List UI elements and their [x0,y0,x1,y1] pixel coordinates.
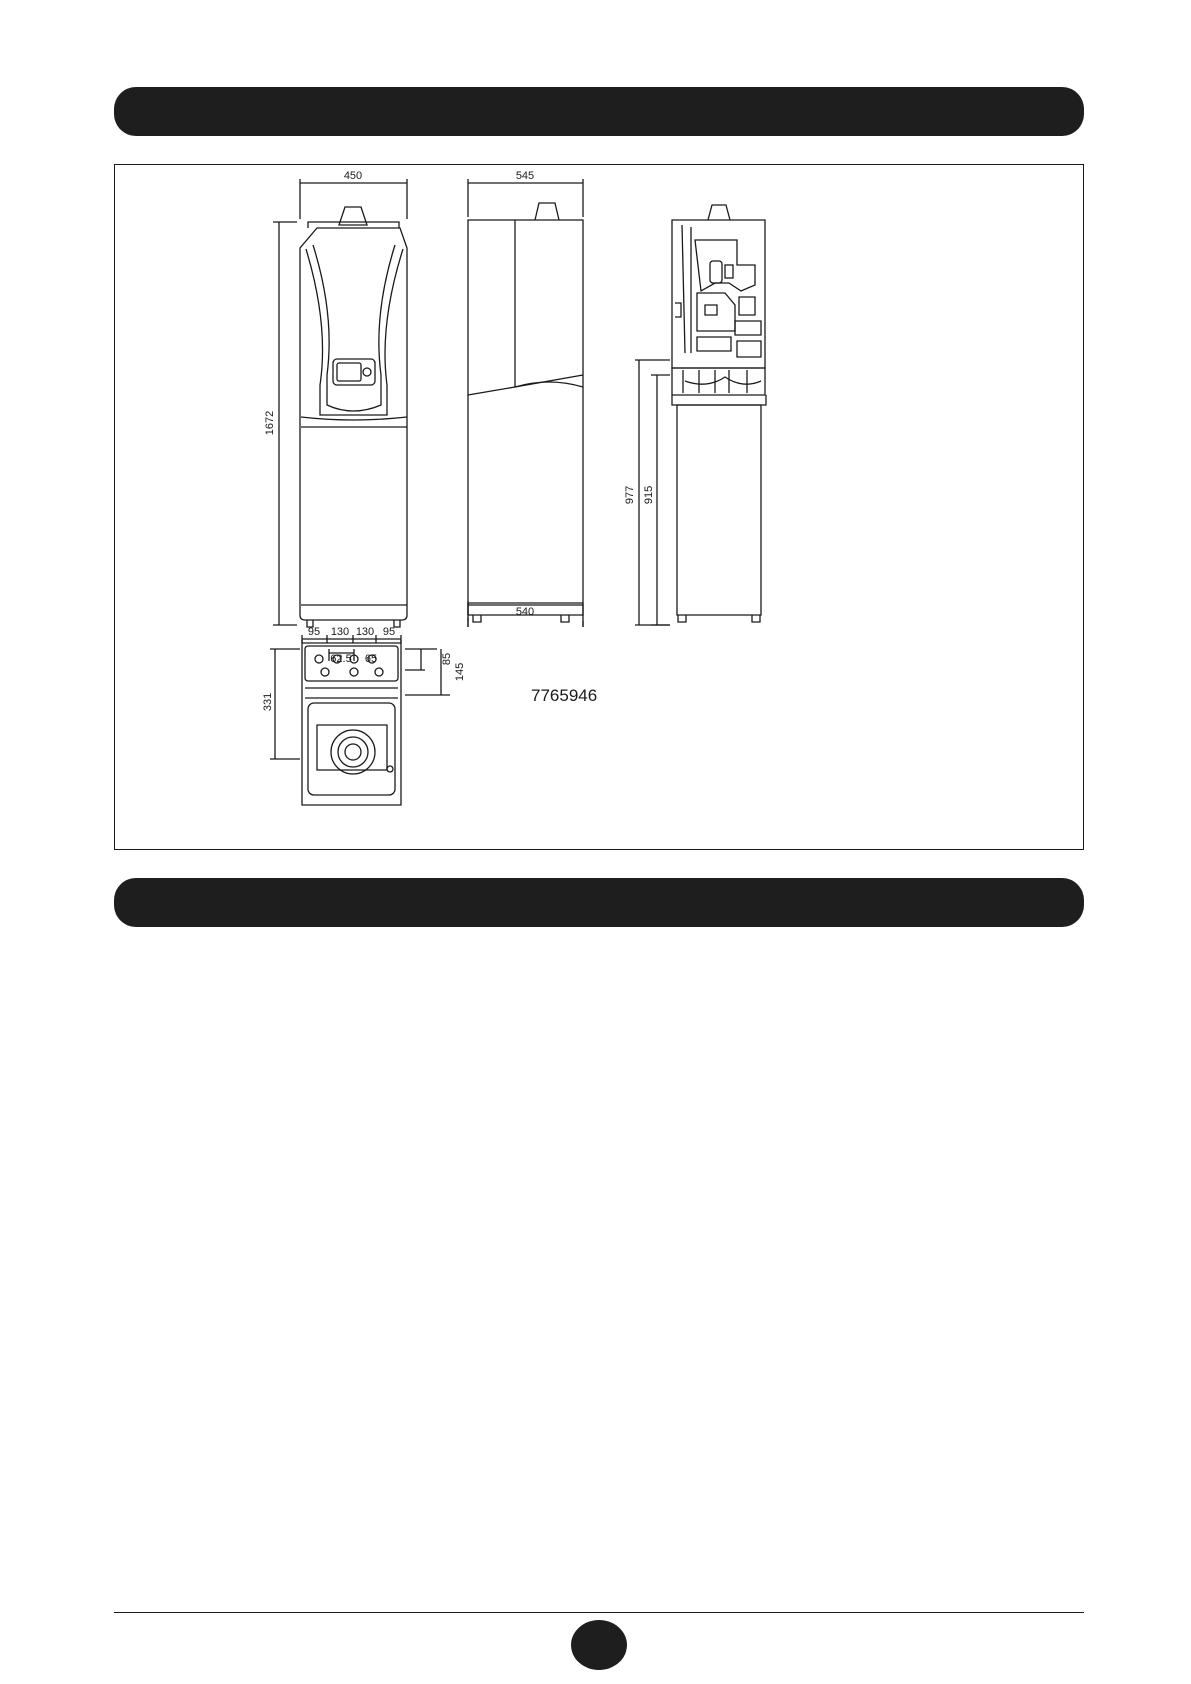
footer-divider [114,1612,1084,1613]
dim-height-977: 977 [624,485,636,505]
drawing-code: 7765946 [531,686,598,705]
dim-side-depth-bottom: 540 [515,606,535,618]
open-view [635,205,766,625]
technical-drawing-frame [114,164,1084,850]
bottom-view [270,635,450,805]
dim-side-depth-top: 545 [515,170,535,182]
front-view [273,179,407,627]
dim-bottom-85: 85 [441,652,453,666]
dim-bottom-95-left: 95 [307,626,321,638]
dim-height-915: 915 [643,485,655,505]
dimension-drawing [115,165,1083,849]
dim-bottom-65: 65 [364,653,378,665]
dim-bottom-95-right: 95 [382,626,396,638]
side-view [468,179,583,627]
dim-front-width: 450 [343,170,363,182]
section-header-bar-2 [114,878,1084,927]
dim-bottom-130-right: 130 [355,626,375,638]
section-header-bar-1 [114,87,1084,136]
dim-bottom-145: 145 [454,662,466,682]
dim-total-height: 1672 [264,410,276,436]
page-number-badge [571,1620,627,1670]
dim-bottom-130-left: 130 [330,626,350,638]
dim-bottom-331: 331 [262,692,274,712]
dim-bottom-62-5: 62.5 [330,653,352,665]
